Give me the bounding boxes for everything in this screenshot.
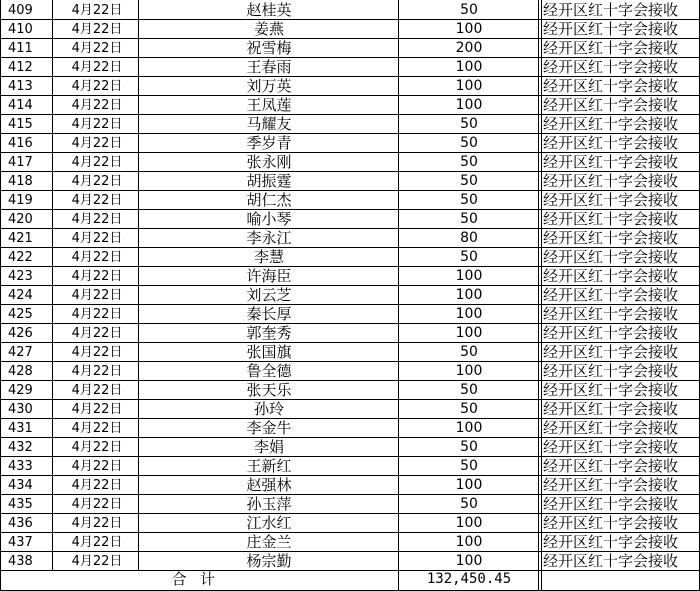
cell-receiver: 经开区红十字会接收 <box>543 552 679 570</box>
cell-date: 4月22日 <box>71 307 123 322</box>
cell-date: 4月22日 <box>71 174 123 189</box>
cell-number: 409 <box>8 3 33 18</box>
cell-receiver: 经开区红十字会接收 <box>543 172 679 190</box>
cell-donor-name: 刘云芝 <box>246 286 292 304</box>
cell-number: 411 <box>8 41 33 56</box>
cell-receiver: 经开区红十字会接收 <box>543 77 679 95</box>
total-label: 合计 <box>171 570 229 588</box>
cell-donor-name: 赵桂英 <box>246 1 292 19</box>
cell-number: 426 <box>8 326 33 341</box>
cell-donor-name: 庄金兰 <box>246 533 292 551</box>
cell-amount: 50 <box>460 401 478 417</box>
cell-date: 4月22日 <box>71 250 123 265</box>
cell-amount: 100 <box>455 515 483 531</box>
cell-donor-name: 祝雪梅 <box>246 39 292 57</box>
cell-receiver: 经开区红十字会接收 <box>543 343 679 361</box>
cell-donor-name: 季岁青 <box>246 134 292 152</box>
total-value: 132,450.45 <box>426 571 512 587</box>
cell-date: 4月22日 <box>71 497 123 512</box>
cell-receiver: 经开区红十字会接收 <box>543 1 679 19</box>
grid-line <box>138 0 139 570</box>
cell-receiver: 经开区红十字会接收 <box>543 153 679 171</box>
cell-amount: 50 <box>460 249 478 265</box>
cell-number: 430 <box>8 402 33 417</box>
cell-date: 4月22日 <box>71 269 123 284</box>
cell-date: 4月22日 <box>71 22 123 37</box>
cell-date: 4月22日 <box>71 41 123 56</box>
cell-number: 418 <box>8 174 33 189</box>
cell-amount: 100 <box>455 306 483 322</box>
cell-donor-name: 李娟 <box>253 438 284 456</box>
cell-number: 431 <box>8 421 33 436</box>
cell-date: 4月22日 <box>71 3 123 18</box>
cell-receiver: 经开区红十字会接收 <box>543 381 679 399</box>
cell-donor-name: 许海臣 <box>246 267 292 285</box>
cell-amount: 100 <box>455 363 483 379</box>
cell-donor-name: 胡仁杰 <box>246 191 292 209</box>
cell-receiver: 经开区红十字会接收 <box>543 267 679 285</box>
cell-amount: 50 <box>460 2 478 18</box>
cell-amount: 100 <box>455 477 483 493</box>
cell-receiver: 经开区红十字会接收 <box>543 191 679 209</box>
cell-date: 4月22日 <box>71 478 123 493</box>
cell-number: 416 <box>8 136 33 151</box>
cell-donor-name: 郭奎秀 <box>246 324 292 342</box>
cell-receiver: 经开区红十字会接收 <box>543 514 679 532</box>
cell-date: 4月22日 <box>71 155 123 170</box>
cell-receiver: 经开区红十字会接收 <box>543 495 679 513</box>
cell-number: 413 <box>8 79 33 94</box>
cell-donor-name: 姜燕 <box>253 20 284 38</box>
cell-donor-name: 王凤莲 <box>246 96 292 114</box>
cell-number: 427 <box>8 345 33 360</box>
grid-line <box>0 0 1 591</box>
cell-number: 424 <box>8 288 33 303</box>
cell-amount: 100 <box>455 97 483 113</box>
cell-donor-name: 王新红 <box>246 457 292 475</box>
cell-receiver: 经开区红十字会接收 <box>543 96 679 114</box>
cell-donor-name: 鲁全德 <box>246 362 292 380</box>
cell-date: 4月22日 <box>71 212 123 227</box>
cell-date: 4月22日 <box>71 98 123 113</box>
cell-date: 4月22日 <box>71 421 123 436</box>
cell-number: 433 <box>8 459 33 474</box>
cell-amount: 50 <box>460 496 478 512</box>
cell-date: 4月22日 <box>71 554 123 569</box>
cell-amount: 80 <box>460 230 478 246</box>
cell-date: 4月22日 <box>71 345 123 360</box>
cell-amount: 50 <box>460 192 478 208</box>
cell-receiver: 经开区红十字会接收 <box>543 229 679 247</box>
cell-donor-name: 孙玉萍 <box>246 495 292 513</box>
cell-receiver: 经开区红十字会接收 <box>543 286 679 304</box>
cell-donor-name: 张天乐 <box>246 381 292 399</box>
cell-date: 4月22日 <box>71 402 123 417</box>
cell-amount: 100 <box>455 21 483 37</box>
cell-date: 4月22日 <box>71 79 123 94</box>
cell-number: 438 <box>8 554 33 569</box>
cell-donor-name: 喻小琴 <box>246 210 292 228</box>
cell-amount: 200 <box>455 40 483 56</box>
cell-number: 417 <box>8 155 33 170</box>
cell-number: 420 <box>8 212 33 227</box>
cell-date: 4月22日 <box>71 516 123 531</box>
cell-receiver: 经开区红十字会接收 <box>543 324 679 342</box>
cell-amount: 100 <box>455 59 483 75</box>
cell-amount: 50 <box>460 382 478 398</box>
cell-date: 4月22日 <box>71 60 123 75</box>
cell-receiver: 经开区红十字会接收 <box>543 115 679 133</box>
cell-donor-name: 马耀友 <box>246 115 292 133</box>
cell-number: 414 <box>8 98 33 113</box>
grid-line <box>541 0 542 591</box>
cell-amount: 100 <box>455 420 483 436</box>
cell-date: 4月22日 <box>71 459 123 474</box>
cell-donor-name: 王春雨 <box>246 58 292 76</box>
cell-date: 4月22日 <box>71 383 123 398</box>
cell-donor-name: 江水红 <box>246 514 292 532</box>
cell-receiver: 经开区红十字会接收 <box>543 58 679 76</box>
cell-receiver: 经开区红十字会接收 <box>543 419 679 437</box>
cell-donor-name: 张国旗 <box>246 343 292 361</box>
cell-number: 423 <box>8 269 33 284</box>
cell-number: 437 <box>8 535 33 550</box>
cell-amount: 100 <box>455 78 483 94</box>
cell-number: 429 <box>8 383 33 398</box>
cell-number: 428 <box>8 364 33 379</box>
cell-number: 435 <box>8 497 33 512</box>
cell-amount: 50 <box>460 135 478 151</box>
cell-receiver: 经开区红十字会接收 <box>543 248 679 266</box>
cell-amount: 100 <box>455 325 483 341</box>
grid-line <box>398 0 399 591</box>
cell-number: 422 <box>8 250 33 265</box>
cell-amount: 50 <box>460 211 478 227</box>
cell-donor-name: 杨宗勤 <box>246 552 292 570</box>
cell-receiver: 经开区红十字会接收 <box>543 20 679 38</box>
cell-receiver: 经开区红十字会接收 <box>543 457 679 475</box>
cell-donor-name: 李金牛 <box>246 419 292 437</box>
cell-amount: 50 <box>460 458 478 474</box>
cell-amount: 100 <box>455 553 483 569</box>
grid-line <box>538 0 539 591</box>
cell-receiver: 经开区红十字会接收 <box>543 438 679 456</box>
cell-number: 425 <box>8 307 33 322</box>
cell-date: 4月22日 <box>71 535 123 550</box>
cell-donor-name: 秦长厚 <box>246 305 292 323</box>
cell-amount: 50 <box>460 439 478 455</box>
cell-date: 4月22日 <box>71 288 123 303</box>
cell-donor-name: 李永江 <box>246 229 292 247</box>
cell-date: 4月22日 <box>71 440 123 455</box>
cell-number: 419 <box>8 193 33 208</box>
cell-date: 4月22日 <box>71 117 123 132</box>
cell-amount: 100 <box>455 534 483 550</box>
cell-amount: 100 <box>455 268 483 284</box>
cell-receiver: 经开区红十字会接收 <box>543 134 679 152</box>
cell-number: 434 <box>8 478 33 493</box>
cell-receiver: 经开区红十字会接收 <box>543 210 679 228</box>
cell-number: 436 <box>8 516 33 531</box>
cell-date: 4月22日 <box>71 193 123 208</box>
cell-date: 4月22日 <box>71 326 123 341</box>
cell-amount: 50 <box>460 344 478 360</box>
cell-receiver: 经开区红十字会接收 <box>543 533 679 551</box>
cell-receiver: 经开区红十字会接收 <box>543 305 679 323</box>
cell-number: 412 <box>8 60 33 75</box>
cell-receiver: 经开区红十字会接收 <box>543 400 679 418</box>
cell-amount: 50 <box>460 173 478 189</box>
cell-number: 432 <box>8 440 33 455</box>
cell-receiver: 经开区红十字会接收 <box>543 362 679 380</box>
cell-number: 415 <box>8 117 33 132</box>
cell-receiver: 经开区红十字会接收 <box>543 476 679 494</box>
cell-donor-name: 赵强林 <box>246 476 292 494</box>
cell-donor-name: 刘万英 <box>246 77 292 95</box>
cell-receiver: 经开区红十字会接收 <box>543 39 679 57</box>
cell-donor-name: 张永刚 <box>246 153 292 171</box>
cell-date: 4月22日 <box>71 231 123 246</box>
cell-amount: 50 <box>460 154 478 170</box>
cell-amount: 50 <box>460 116 478 132</box>
cell-number: 410 <box>8 22 33 37</box>
grid-line <box>52 0 53 570</box>
cell-donor-name: 胡振霆 <box>246 172 292 190</box>
cell-date: 4月22日 <box>71 364 123 379</box>
cell-number: 421 <box>8 231 33 246</box>
cell-donor-name: 孙玲 <box>253 400 284 418</box>
cell-amount: 100 <box>455 287 483 303</box>
cell-date: 4月22日 <box>71 136 123 151</box>
cell-donor-name: 李慧 <box>253 248 284 266</box>
